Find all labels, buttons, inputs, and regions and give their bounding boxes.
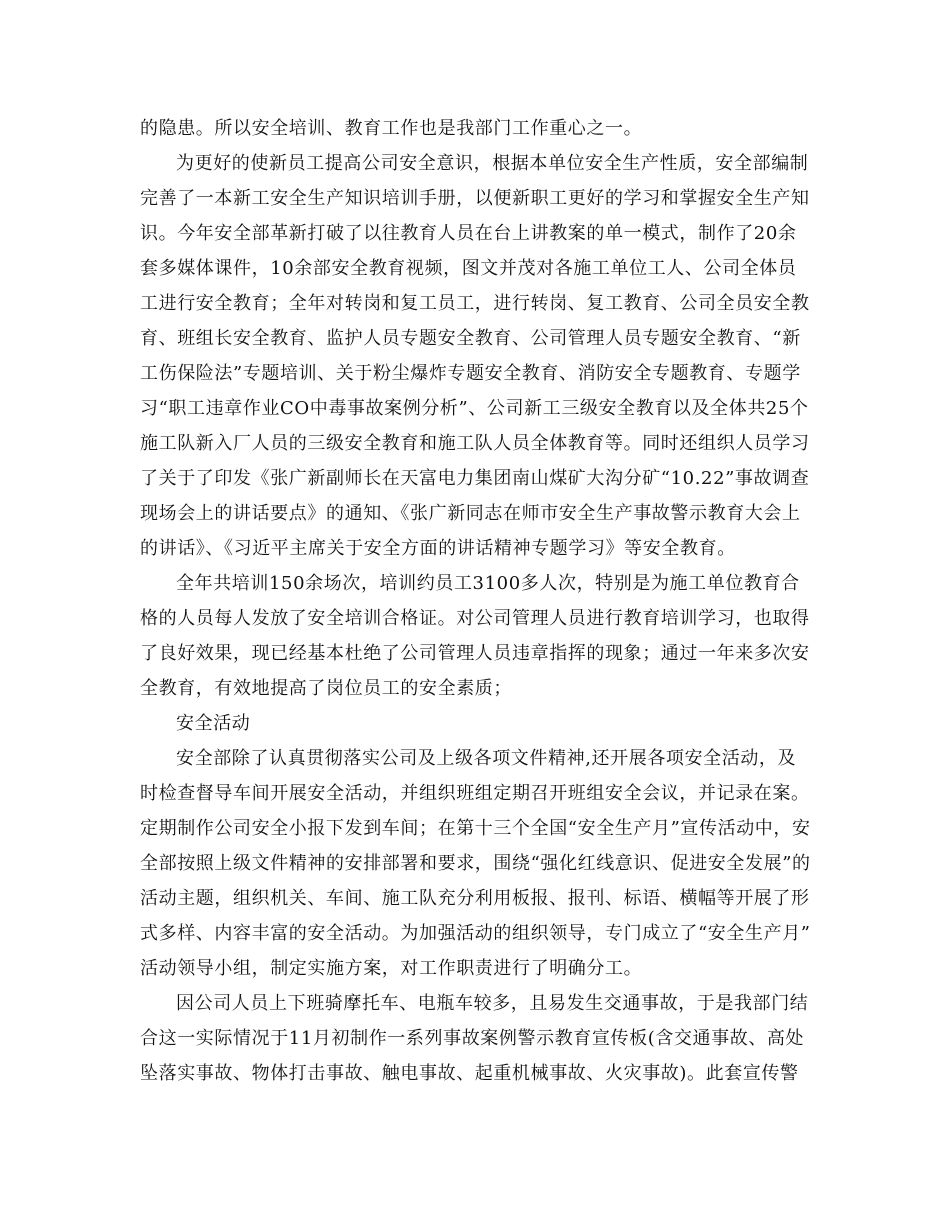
paragraph-training-manual: 为更好的使新员工提高公司安全意识，根据本单位安全生产性质，安全部编制完善了一本新工安全生产知识培训手册，以便新职工更好的学习和掌握安全生产知识。今年安全部革新打破了以往教育人员在台上讲教案的单一模式，制作了20余套多媒体课件，10余部安全教育视频，图文并茂对各施工单位工人、公司全体员工进行安全教育；全年对转岗和复工员工，进行转岗、复工教育、公司全员安全教育、班组长安全教育、监护人员专题安全教育、公司管理人员专题安全教育、“新工伤保险法”专题培训、关于粉尘爆炸专题安全教育、消防安全专题教育、专题学习“职工违章作业CO中毒事故案例分析”、公司新工三级安全教育以及全体共25个施工队新入厂人员的三级安全教育和施工队人员全体教育等。同时还组织人员学习了关于了印发《张广新副师长在天富电力集团南山煤矿大沟分矿“10.22”事故调查现场会上的讲话要点》的通知、《张广新同志在师市安全生产事故警示教育大会上的讲话》、《习近平主席关于安全方面的讲话精神专题学习》等安全教育。 bbox=[140, 153, 810, 559]
paragraph-safety-activities: 安全部除了认真贯彻落实公司及上级各项文件精神,还开展各项安全活动，及时检查督导车间开展安全活动，并组织班组定期召开班组安全会议，并记录在案。定期制作公司安全小报下发到车间；在第十三个全国“安全生产月”宣传活动中，安全部按照上级文件精神的安排部署和要求，围绕“强化红线意识、促进安全发展”的活动主题，组织机关、车间、施工队充分利用板报、报刊、标语、横幅等开展了形式多样、内容丰富的安全活动。为加强活动的组织领导，专门成立了“安全生产月”活动领导小组，制定实施方案，对工作职责进行了明确分工。 bbox=[140, 748, 811, 979]
section-heading-safety-activities: 安全活动 bbox=[176, 713, 251, 734]
document-body bbox=[140, 111, 812, 1091]
paragraph-traffic-safety: 因公司人员上下班骑摩托车、电瓶车较多，且易发生交通事故，于是我部门结合这一实际情况于11月初制作一系列事故案例警示教育宣传板(含交通事故、高处坠落实事故、物体打击事故、触电事故、起重机械事故、火灾事故)。此套宣传警 bbox=[140, 993, 809, 1084]
paragraph-training-stats: 全年共培训150余场次，培训约员工3100多人次，特别是为施工单位教育合格的人员每人发放了安全培训合格证。对公司管理人员进行教育培训学习，也取得了良好效果，现已经基本杜绝了公司管理人员违章指挥的现象；通过一年来多次安全教育，有效地提高了岗位员工的安全素质； bbox=[140, 573, 810, 699]
paragraph-continuation: 的隐患。所以安全培训、教育工作也是我部门工作重心之一。 bbox=[140, 118, 643, 139]
